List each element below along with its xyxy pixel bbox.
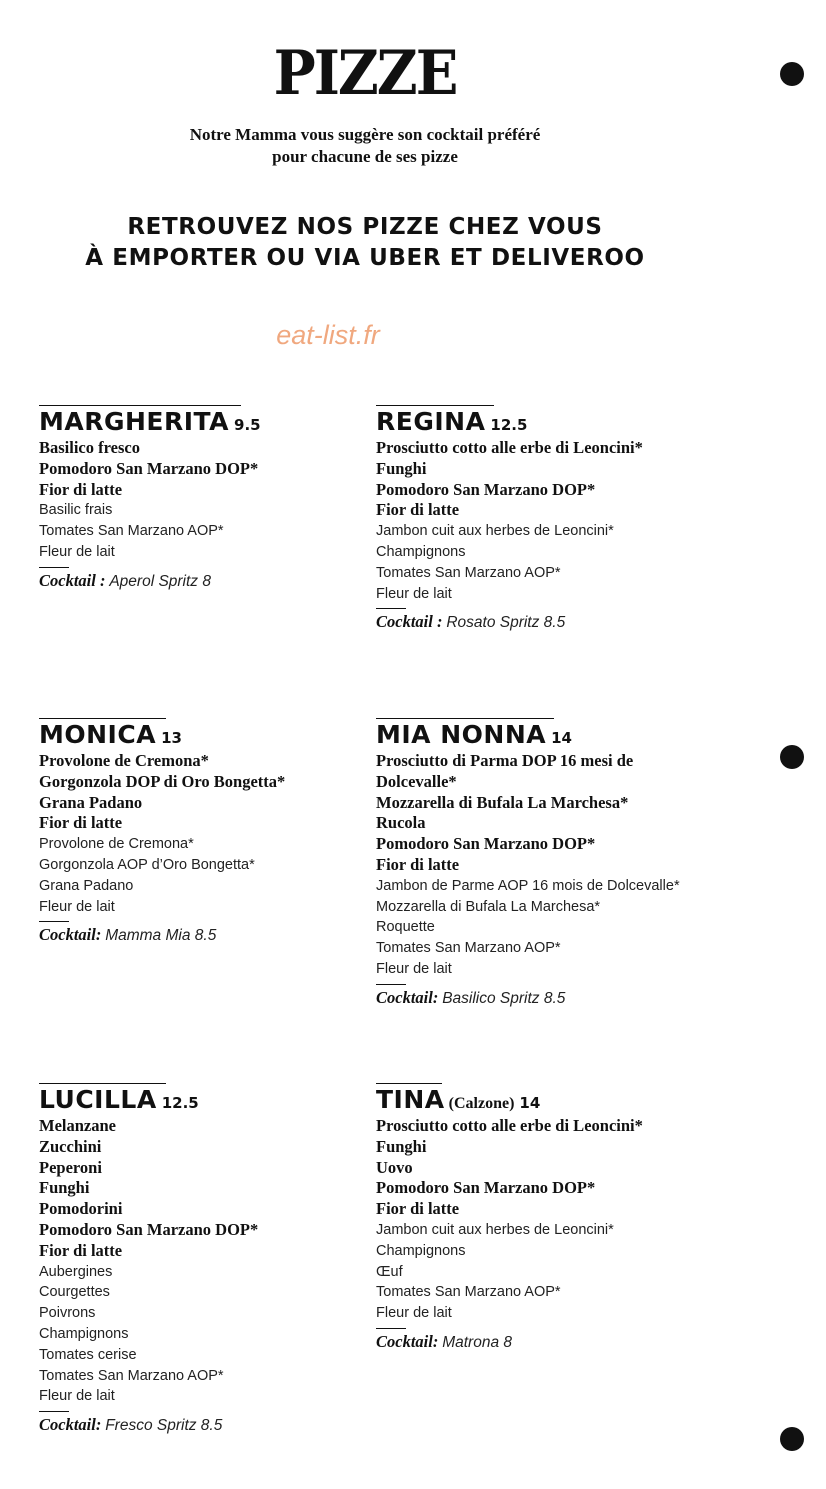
pizza-heading: [39, 406, 261, 438]
cocktail-label: Cocktail:: [376, 1331, 439, 1351]
cocktail-suggestion: [376, 1331, 643, 1354]
ingredient-italian: Pomodoro San Marzano DOP*: [39, 458, 259, 478]
ingredient-french: Fleur de lait: [39, 1388, 115, 1405]
ingredient-french: Courgettes: [39, 1284, 110, 1301]
pizza-name: MIA NONNA: [376, 720, 547, 749]
pizza-heading: [39, 719, 285, 751]
ingredient-italian: Pomodoro San Marzano DOP*: [376, 834, 596, 854]
pizza-card-monica: [39, 718, 285, 947]
ingredient-italian: Funghi: [376, 458, 427, 478]
ingredient-french: Grana Padano: [39, 877, 134, 894]
pizza-card-mia-nonna: [376, 718, 680, 1010]
ingredient-italian: Zucchini: [39, 1136, 102, 1156]
ingredient-italian: Funghi: [376, 1136, 427, 1156]
pizza-price: 14: [551, 729, 572, 747]
pizza-price: 9.5: [234, 416, 261, 434]
ingredient-french: Jambon cuit aux herbes de Leoncini*: [376, 523, 614, 540]
ingredient-italian: Funghi: [39, 1178, 90, 1198]
cocktail-rule: [376, 984, 406, 985]
ingredient-italian: Melanzane: [39, 1116, 116, 1135]
ingredient-french: Mozzarella di Bufala La Marchesa*: [376, 898, 601, 915]
ingredient-italian: Fior di latte: [39, 479, 123, 499]
ingredient-italian: Gorgonzola DOP di Oro Bongetta*: [39, 771, 286, 791]
ingredient-italian: Mozzarella di Bufala La Marchesa*: [376, 792, 629, 812]
ingredient-french: Roquette: [376, 919, 435, 936]
ingredient-french: Fleur de lait: [376, 585, 452, 602]
ingredient-italian: Fior di latte: [39, 1240, 123, 1260]
pizza-type: (Calzone): [448, 1095, 515, 1112]
ingredient-italian: Fior di latte: [376, 854, 460, 874]
ingredient-italian: Pomodoro San Marzano DOP*: [39, 1219, 259, 1239]
ingredient-french: Tomates San Marzano AOP*: [39, 523, 224, 540]
ingredient-french: Gorgonzola AOP d’Oro Bongetta*: [39, 856, 255, 873]
cocktail-suggestion: [376, 987, 680, 1010]
ingredient-italian: Peperoni: [39, 1157, 102, 1177]
ingredient-french: Tomates cerise: [39, 1346, 137, 1363]
pizza-card-tina: [376, 1083, 643, 1354]
cocktail-rule: [39, 567, 69, 568]
cocktail-suggestion: [39, 1414, 258, 1437]
ingredient-italian: Prosciutto cotto alle erbe di Leoncini*: [376, 1116, 643, 1135]
cocktail-name: Basilico Spritz 8.5: [442, 989, 566, 1007]
pizza-name: REGINA: [376, 407, 486, 436]
pizza-price: 14: [519, 1094, 541, 1112]
ingredient-italian: Fior di latte: [376, 500, 460, 520]
ingredient-italian: Uovo: [376, 1157, 413, 1177]
pizza-name: MONICA: [39, 720, 157, 749]
cocktail-rule: [376, 608, 406, 609]
pizza-name: TINA: [376, 1085, 445, 1114]
pizza-card-margherita: [39, 405, 261, 593]
ingredient-french: Champignons: [376, 1242, 466, 1259]
pizza-price: 13: [161, 729, 182, 747]
bullet-dot-icon: [780, 745, 804, 769]
cocktail-name: Mamma Mia 8.5: [105, 927, 217, 945]
pizza-card-lucilla: [39, 1083, 258, 1437]
ingredient-italian: Rucola: [376, 813, 426, 833]
cocktail-rule: [39, 921, 69, 922]
ingredient-italian: Dolcevalle*: [376, 771, 457, 791]
cocktail-label: Cocktail:: [39, 1415, 102, 1435]
cocktail-label: Cocktail:: [39, 925, 102, 945]
cocktail-rule: [376, 1328, 406, 1329]
ingredient-italian: Fior di latte: [39, 813, 123, 833]
delivery-promo: [0, 212, 730, 274]
ingredient-french: Tomates San Marzano AOP*: [39, 1367, 224, 1384]
subtitle-line-1: Notre Mamma vous suggère son cocktail préféré: [189, 125, 541, 144]
ingredient-french: Tomates San Marzano AOP*: [376, 1284, 561, 1301]
ingredient-french: Champignons: [39, 1325, 129, 1342]
ingredient-french: Fleur de lait: [39, 898, 115, 915]
ingredient-french: Champignons: [376, 543, 466, 560]
promo-line-2: À EMPORTER OU VIA UBER ET DELIVEROO: [85, 245, 645, 271]
ingredient-french: Fleur de lait: [39, 543, 115, 560]
ingredient-french: Aubergines: [39, 1263, 113, 1280]
pizza-heading: [376, 719, 680, 751]
cocktail-suggestion: [376, 611, 643, 634]
ingredient-italian: Basilico fresco: [39, 438, 140, 457]
pizza-name: LUCILLA: [39, 1085, 157, 1114]
cocktail-name: Fresco Spritz 8.5: [105, 1417, 223, 1435]
pizza-name: MARGHERITA: [39, 407, 230, 436]
ingredient-italian: Fior di latte: [376, 1199, 460, 1219]
ingredient-italian: Grana Padano: [39, 792, 143, 812]
ingredient-italian: Provolone de Cremona*: [39, 751, 209, 770]
pizza-heading: [376, 406, 643, 438]
cocktail-suggestion: [39, 924, 285, 947]
cocktail-label: Cocktail :: [376, 612, 443, 632]
cocktail-rule: [39, 1411, 69, 1412]
ingredient-french: Tomates San Marzano AOP*: [376, 564, 561, 581]
ingredient-french: Fleur de lait: [376, 960, 452, 977]
page-title: PIZZE: [273, 38, 457, 110]
ingredient-french: Œuf: [376, 1263, 403, 1280]
promo-line-1: RETROUVEZ NOS PIZZE CHEZ VOUS: [127, 214, 603, 240]
bullet-dot-icon: [780, 62, 804, 86]
pizza-heading: [376, 1084, 643, 1116]
pizza-heading: [39, 1084, 258, 1116]
cocktail-label: Cocktail :: [39, 570, 106, 590]
cocktail-name: Matrona 8: [442, 1333, 512, 1351]
ingredient-french: Tomates San Marzano AOP*: [376, 940, 561, 957]
cocktail-name: Rosato Spritz 8.5: [446, 614, 566, 632]
subtitle: [0, 124, 730, 168]
ingredient-french: Basilic frais: [39, 502, 113, 519]
ingredient-italian: Prosciutto di Parma DOP 16 mesi de: [376, 751, 634, 770]
ingredient-french: Jambon de Parme AOP 16 mois de Dolcevalle*: [376, 877, 680, 894]
ingredient-italian: Pomodoro San Marzano DOP*: [376, 1178, 596, 1198]
cocktail-label: Cocktail:: [376, 987, 439, 1007]
ingredient-french: Poivrons: [39, 1305, 96, 1322]
ingredient-italian: Pomodorini: [39, 1199, 123, 1219]
pizza-price: 12.5: [161, 1094, 199, 1112]
ingredient-french: Jambon cuit aux herbes de Leoncini*: [376, 1221, 614, 1238]
pizza-card-regina: [376, 405, 643, 634]
pizza-price: 12.5: [490, 416, 528, 434]
ingredient-french: Provolone de Cremona*: [39, 836, 194, 853]
bullet-dot-icon: [780, 1427, 804, 1451]
ingredient-italian: Prosciutto cotto alle erbe di Leoncini*: [376, 438, 643, 457]
watermark: eat-list.fr: [276, 320, 380, 350]
cocktail-suggestion: [39, 570, 261, 593]
cocktail-name: Aperol Spritz 8: [109, 572, 211, 590]
ingredient-french: Fleur de lait: [376, 1305, 452, 1322]
ingredient-italian: Pomodoro San Marzano DOP*: [376, 479, 596, 499]
subtitle-line-2: pour chacune de ses pizze: [272, 147, 458, 166]
